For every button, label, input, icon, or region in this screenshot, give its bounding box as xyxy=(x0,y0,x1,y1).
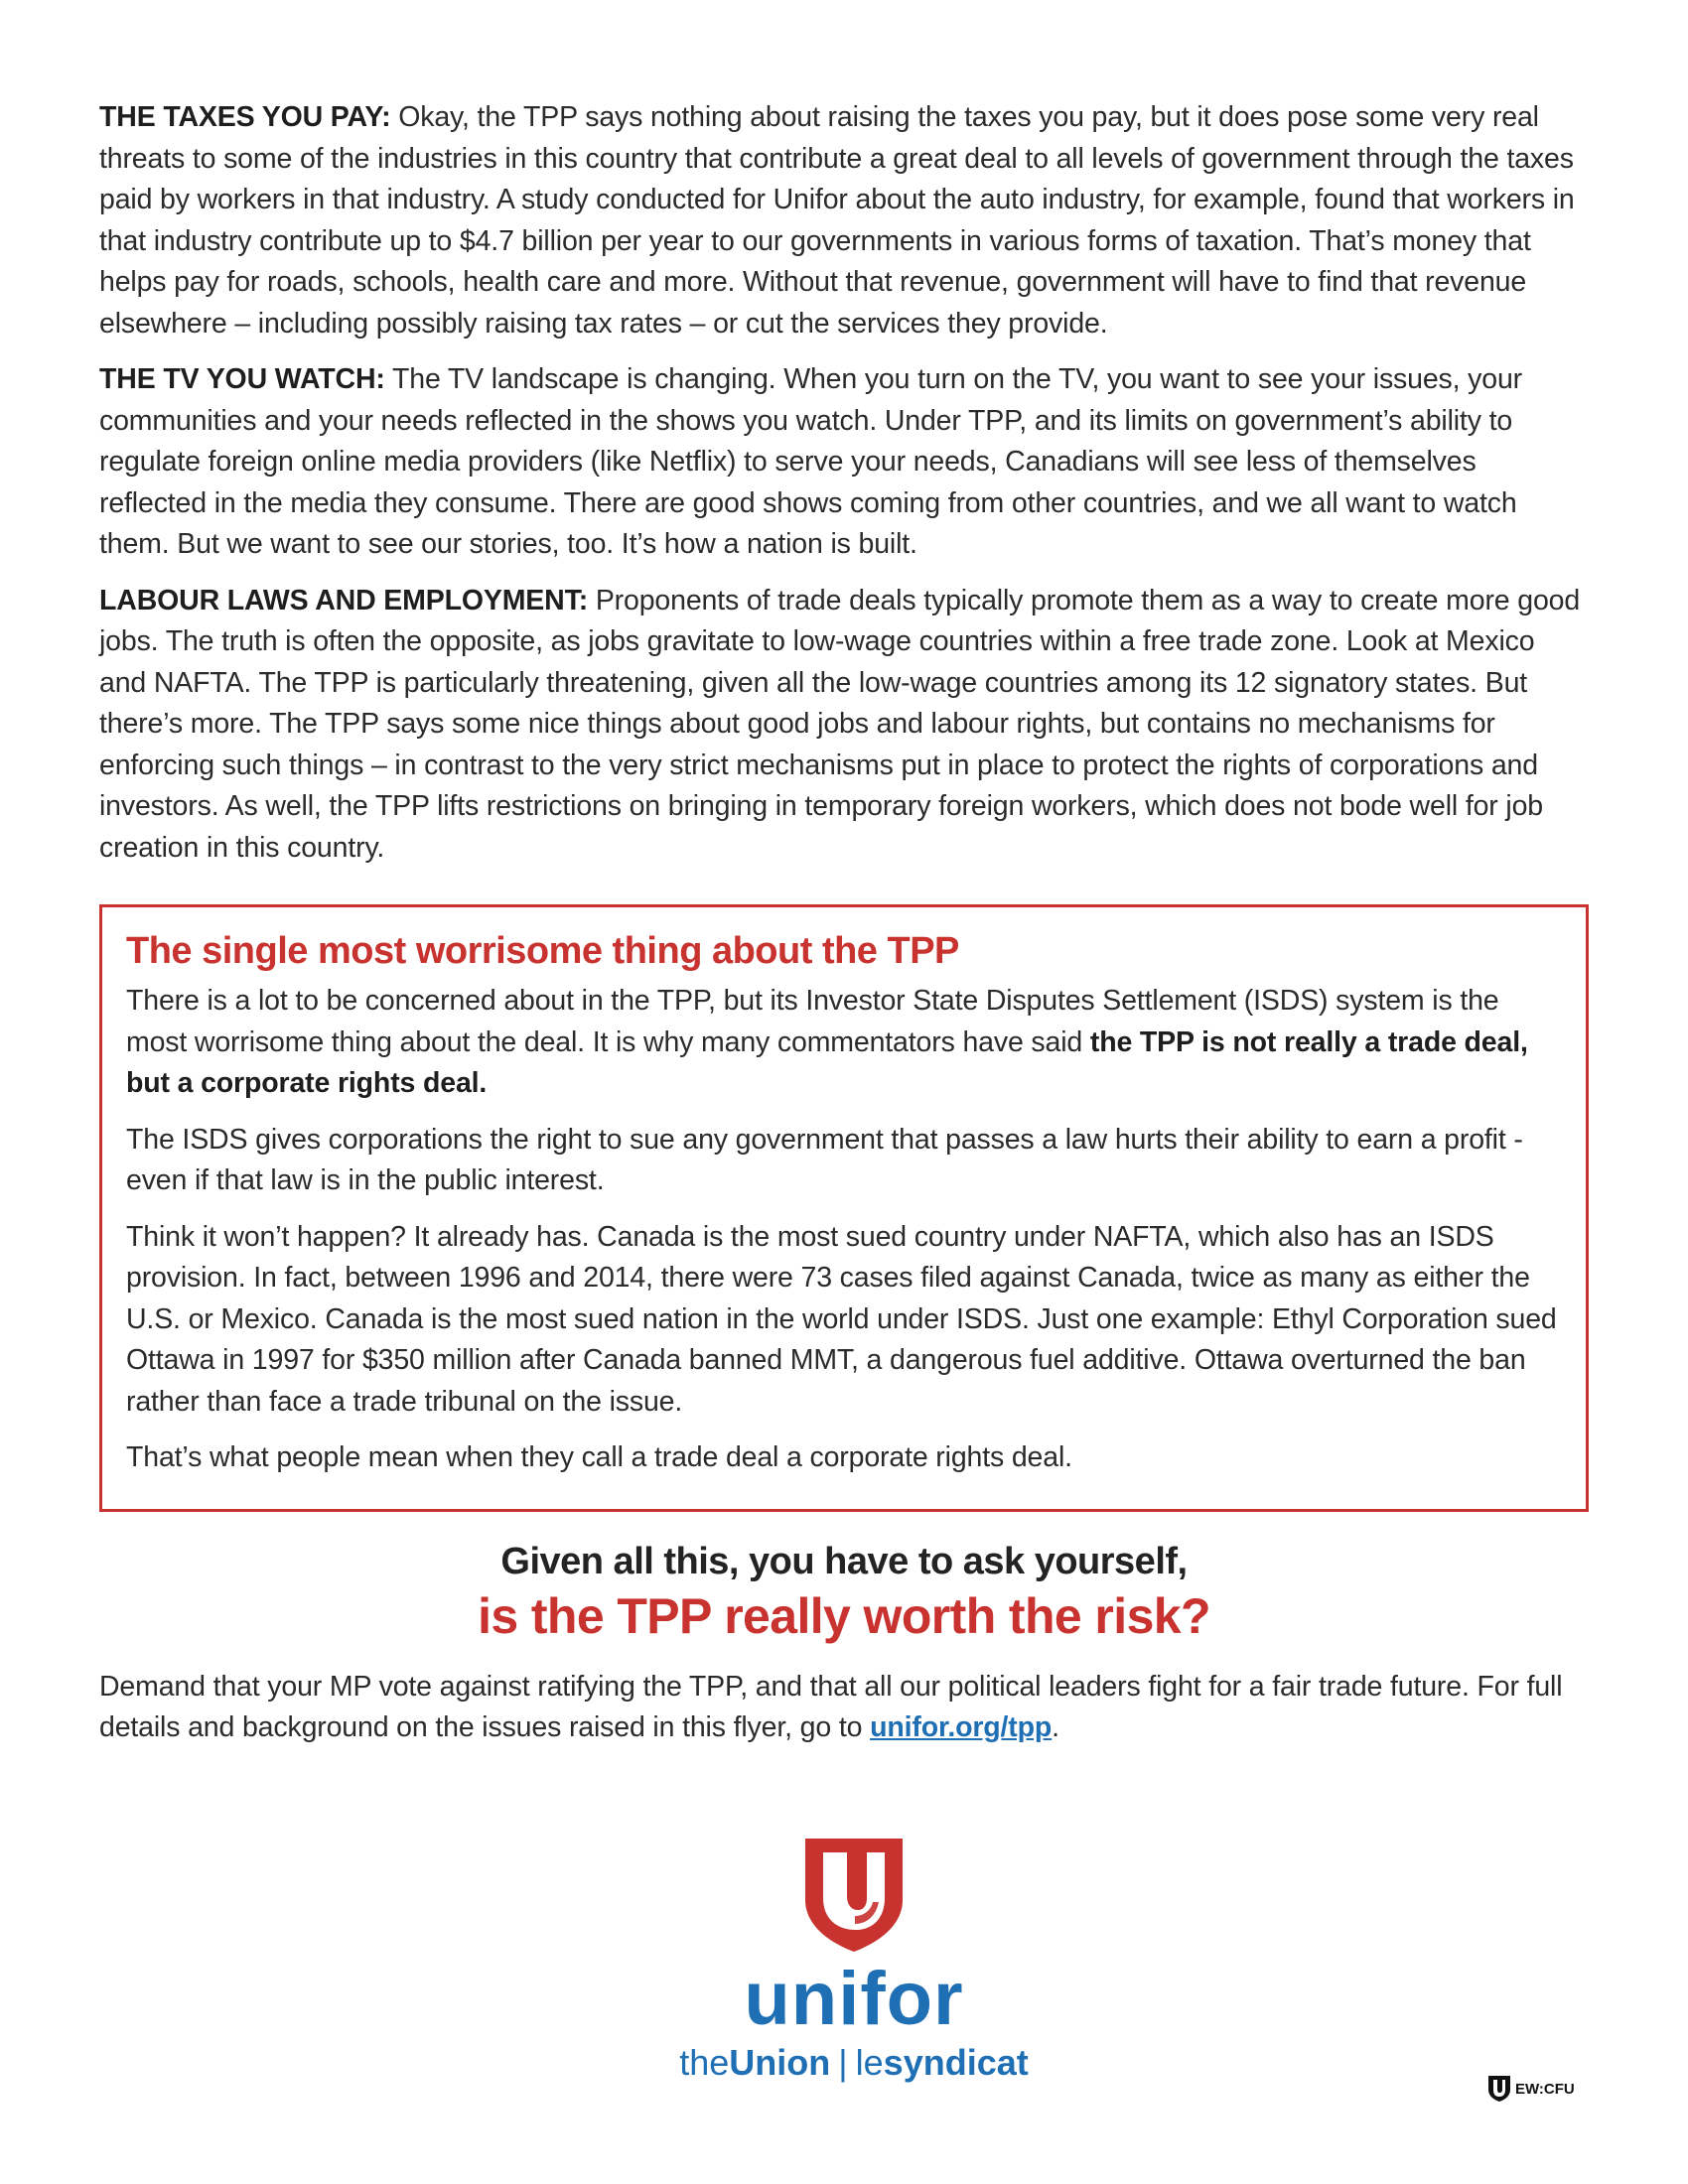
isds-callout-box xyxy=(99,904,1589,1512)
union-bug-shield-icon xyxy=(1487,2075,1511,2103)
section-tv xyxy=(99,359,1589,566)
callout-paragraph xyxy=(126,981,1562,1105)
section-body: Okay, the TPP says nothing about raising the taxes you pay, but it does pose some very real threats to some of the industries in this country that contribute a great deal to all levels of government through the taxes paid by workers in that industry. A study conducted for Unifor about the auto industry, for example, found that workers in that industry contribute up to $4.7 billion per year to our governments in various forms of taxation. That’s money that helps pay for roads, schools, health care and more. Without that revenue, government will have to find that revenue elsewhere – including possibly raising tax rates – or cut the services they provide. xyxy=(99,101,1575,340)
unifor-shield-icon xyxy=(801,1835,907,1954)
section-taxes xyxy=(99,97,1589,344)
union-bug xyxy=(1487,2075,1575,2103)
question-line-2: is the TPP really worth the risk? xyxy=(478,1587,1210,1644)
section-heading: THE TV YOU WATCH: xyxy=(99,363,385,395)
tagline-separator: | xyxy=(838,2042,848,2083)
tagline-syndicat: syndicat xyxy=(883,2042,1029,2083)
callout-text: There is a lot to be concerned about in the TPP, but its Investor State Disputes Settlement (ISDS) system is the most worrisome thing about the deal. It is why many commentators have said xyxy=(126,985,1499,1058)
tagline-union: Union xyxy=(729,2042,831,2083)
closing-question xyxy=(99,1538,1589,1647)
unifor-logo xyxy=(645,1835,1062,2085)
section-heading: LABOUR LAWS AND EMPLOYMENT: xyxy=(99,584,589,616)
question-line-1: Given all this, you have to ask yourself, xyxy=(500,1540,1188,1582)
unifor-tagline xyxy=(645,2041,1062,2085)
callout-paragraph: The ISDS gives corporations the right to sue any government that passes a law hurts their ability to earn a profit - even if that law is in the public interest. xyxy=(126,1123,1523,1196)
call-to-action xyxy=(99,1667,1589,1749)
flyer-page xyxy=(99,97,1589,1764)
callout-paragraph: That’s what people mean when they call a trade deal a corporate rights deal. xyxy=(126,1441,1072,1473)
cta-end: . xyxy=(1052,1711,1059,1743)
section-labour xyxy=(99,581,1589,870)
unifor-tpp-link[interactable]: unifor.org/tpp xyxy=(870,1711,1053,1743)
section-body: Proponents of trade deals typically promote them as a way to create more good jobs. The truth is often the opposite, as jobs gravitate to low-wage countries within a free trade zone. Look at Mexico and NAFTA. The TPP is particularly threatening, given all the low-wage countries among its 12 signatory states. But there’s more. The TPP says some nice things about good jobs and labour rights, but contains no mechanisms for enforcing such things – in contrast to the very strict mechanisms put in place to protect the rights of corporations and investors. As well, the TPP lifts restrictions on bringing in temporary foreign workers, which does not bode well for job creation in this country. xyxy=(99,584,1581,864)
cta-text: Demand that your MP vote against ratifying the TPP, and that all our political leaders fight for a fair trade future. For full details and background on the issues raised in this flyer, go to xyxy=(99,1670,1563,1743)
tagline-le: le xyxy=(855,2042,884,2083)
callout-paragraph: Think it won’t happen? It already has. Canada is the most sued country under NAFTA, which also has an ISDS provision. In fact, between 1996 and 2014, there were 73 cases filed against Canada, twice as many as either the U.S. or Mexico. Canada is the most sued nation in the world under ISDS. Just one example: Ethyl Corporation sued Ottawa in 1997 for $350 million after Canada banned MMT, a dangerous fuel additive. Ottawa overturned the ban rather than face a trade tribunal on the issue. xyxy=(126,1220,1557,1418)
section-body: The TV landscape is changing. When you turn on the TV, you want to see your issues, your communities and your needs reflected in the shows you watch. Under TPP, and its limits on government’s ability to regulate foreign online media providers (like Netflix) to serve your needs, Canadians will see less of themselves reflected in the media they consume. There are good shows coming from other countries, and we all want to watch them. But we want to see our stories, too. It’s how a nation is built. xyxy=(99,363,1523,560)
tagline-the: the xyxy=(679,2042,730,2083)
callout-emphasis: the TPP is not really a trade deal, but a corporate rights deal. xyxy=(126,1025,1528,1099)
callout-title: The single most worrisome thing about the TPP xyxy=(126,930,959,972)
union-bug-text: EW:CFU xyxy=(1515,2080,1575,2098)
section-heading: THE TAXES YOU PAY: xyxy=(99,101,391,133)
unifor-wordmark: unifor xyxy=(744,1957,964,2041)
